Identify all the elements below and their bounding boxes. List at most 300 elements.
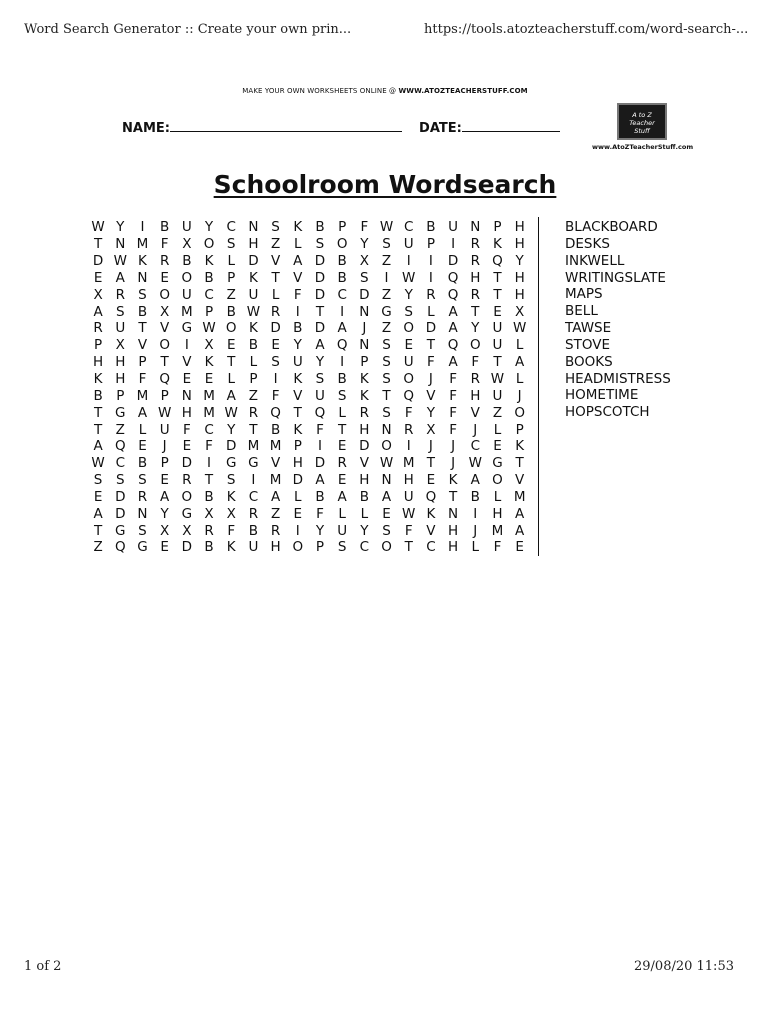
grid-letter: A: [315, 472, 325, 489]
grid-letter: B: [293, 320, 303, 337]
grid-letter: W: [379, 219, 394, 236]
grid-letter: C: [115, 455, 125, 472]
grid-letter: P: [338, 219, 347, 236]
grid-letter: A: [470, 472, 480, 489]
grid-letter: W: [402, 505, 416, 522]
grid-letter: V: [270, 253, 281, 270]
word-list-item: HOMETIME: [565, 387, 639, 404]
grid-letter: U: [492, 337, 503, 354]
grid-letter: O: [336, 236, 348, 253]
grid-letter: F: [427, 354, 435, 371]
page-number: 1 of 2: [24, 959, 62, 974]
word-list-item: BLACKBOARD: [565, 219, 658, 235]
grid-letter: A: [448, 320, 458, 337]
grid-letter: V: [470, 404, 480, 421]
grid-letter: Y: [227, 421, 236, 438]
grid-letter: N: [381, 472, 392, 489]
grid-row: [87, 387, 531, 404]
grid-letter: W: [224, 404, 238, 421]
grid-letter: S: [315, 236, 325, 253]
grid-letter: M: [269, 472, 282, 489]
grid-letter: I: [317, 438, 322, 455]
grid-letter: E: [515, 539, 524, 556]
grid-letter: R: [470, 371, 480, 388]
grid-letter: X: [204, 505, 214, 522]
grid-letter: F: [271, 387, 280, 404]
atoz-logo: [617, 103, 667, 140]
grid-letter: I: [473, 505, 478, 522]
grid-letter: O: [181, 269, 193, 286]
grid-letter: O: [159, 286, 170, 303]
grid-row: [87, 505, 531, 522]
grid-letter: O: [225, 320, 237, 337]
grid-letter: K: [359, 371, 369, 388]
grid-letter: D: [270, 320, 281, 337]
grid-letter: I: [295, 303, 300, 320]
grid-letter: K: [359, 387, 369, 404]
grid-letter: H: [470, 387, 481, 404]
grid-letter: Q: [447, 286, 459, 303]
grid-letter: D: [248, 253, 259, 270]
grid-letter: E: [204, 371, 214, 388]
grid-letter: Q: [403, 387, 415, 404]
grid-row: [87, 438, 531, 455]
grid-letter: L: [338, 505, 346, 522]
grid-letter: U: [492, 387, 503, 404]
grid-letter: Y: [515, 253, 524, 270]
logo-url: www.AtoZTeacherStuff.com: [592, 143, 694, 151]
grid-letter: V: [182, 354, 192, 371]
grid-letter: O: [181, 488, 193, 505]
grid-letter: O: [492, 472, 503, 489]
grid-letter: K: [426, 505, 436, 522]
grid-letter: G: [115, 404, 126, 421]
logo-line-2: Teacher: [629, 119, 655, 127]
grid-letter: U: [403, 354, 414, 371]
grid-letter: B: [204, 488, 214, 505]
word-list-item: STOVE: [565, 336, 610, 353]
grid-letter: T: [493, 286, 502, 303]
grid-letter: H: [514, 219, 525, 236]
grid-letter: C: [426, 539, 436, 556]
grid-letter: W: [113, 253, 127, 270]
grid-letter: H: [514, 269, 525, 286]
grid-letter: A: [226, 387, 236, 404]
grid-letter: E: [382, 505, 391, 522]
grid-letter: J: [428, 438, 433, 455]
grid-letter: C: [226, 219, 236, 236]
grid-letter: P: [360, 354, 369, 371]
grid-letter: K: [138, 253, 147, 270]
grid-letter: T: [338, 421, 347, 438]
grid-letter: T: [227, 354, 236, 371]
grid-letter: E: [404, 337, 413, 354]
grid-letter: C: [248, 488, 259, 505]
grid-letter: F: [227, 522, 236, 539]
grid-letter: H: [514, 236, 525, 253]
grid-letter: U: [403, 236, 414, 253]
grid-letter: E: [93, 488, 103, 505]
grid-letter: T: [249, 421, 258, 438]
grid-letter: D: [314, 253, 326, 270]
grid-letter: K: [226, 539, 236, 556]
grid-letter: S: [337, 539, 347, 556]
grid-letter: O: [159, 337, 170, 354]
grid-row: [87, 421, 531, 438]
date-label: DATE:: [419, 121, 462, 136]
grid-letter: A: [93, 505, 103, 522]
grid-letter: D: [314, 269, 326, 286]
grid-letter: R: [93, 320, 103, 337]
grid-letter: U: [292, 354, 303, 371]
grid-row: [87, 539, 531, 556]
grid-letter: V: [515, 472, 525, 489]
grid-letter: W: [512, 320, 527, 337]
grid-letter: R: [137, 488, 148, 505]
grid-row: [87, 320, 531, 337]
grid-letter: E: [160, 539, 169, 556]
grid-letter: A: [160, 488, 170, 505]
date-blank: [462, 119, 560, 132]
grid-letter: N: [181, 387, 192, 404]
grid-letter: E: [226, 337, 236, 354]
grid-letter: E: [493, 438, 502, 455]
grid-letter: D: [314, 455, 326, 472]
grid-letter: W: [91, 219, 105, 236]
grid-letter: Z: [248, 387, 259, 404]
grid-letter: M: [491, 522, 504, 539]
grid-letter: D: [292, 472, 303, 489]
grid-letter: T: [471, 303, 480, 320]
grid-letter: O: [403, 371, 415, 388]
grid-letter: Q: [114, 438, 126, 455]
grid-letter: X: [93, 286, 103, 303]
grid-letter: V: [137, 337, 148, 354]
grid-letter: R: [470, 253, 480, 270]
grid-letter: Z: [381, 320, 392, 337]
word-list-item: BOOKS: [565, 353, 613, 370]
grid-row: [87, 253, 531, 270]
grid-letter: X: [182, 522, 192, 539]
grid-letter: S: [382, 404, 391, 421]
grid-letter: H: [359, 472, 370, 489]
word-list-item: DESKS: [565, 235, 610, 252]
grid-letter: Q: [447, 269, 459, 286]
grid-letter: S: [382, 337, 391, 354]
grid-letter: F: [160, 236, 169, 253]
grid-letter: R: [270, 522, 281, 539]
grid-letter: E: [426, 472, 436, 489]
grid-letter: B: [315, 219, 325, 236]
grid-letter: W: [157, 404, 172, 421]
word-list-item: INKWELL: [565, 252, 625, 269]
grid-letter: R: [470, 286, 480, 303]
grid-letter: E: [337, 438, 347, 455]
grid-letter: S: [382, 236, 391, 253]
grid-letter: R: [404, 421, 414, 438]
grid-letter: O: [203, 236, 215, 253]
grid-letter: I: [428, 269, 433, 286]
grid-letter: H: [448, 522, 459, 539]
grid-letter: X: [359, 253, 369, 270]
grid-letter: Y: [426, 404, 436, 421]
grid-letter: C: [204, 286, 214, 303]
grid-letter: C: [470, 438, 480, 455]
grid-letter: F: [404, 404, 413, 421]
grid-letter: D: [115, 505, 126, 522]
word-list-item: BELL: [565, 303, 598, 320]
grid-letter: L: [294, 236, 302, 253]
grid-letter: G: [248, 455, 259, 472]
grid-letter: Y: [160, 505, 169, 522]
grid-letter: M: [513, 488, 526, 505]
grid-letter: Q: [447, 337, 459, 354]
grid-letter: Q: [314, 404, 326, 421]
grid-letter: E: [93, 269, 103, 286]
grid-letter: M: [136, 387, 149, 404]
grid-letter: D: [425, 320, 437, 337]
promo-site: WWW.ATOZTEACHERSTUFF.COM: [398, 87, 528, 95]
grid-row: [87, 337, 531, 354]
grid-letter: S: [382, 354, 391, 371]
grid-letter: N: [137, 269, 148, 286]
grid-letter: V: [270, 455, 281, 472]
grid-letter: K: [293, 219, 303, 236]
grid-letter: H: [470, 269, 481, 286]
grid-letter: F: [449, 421, 457, 438]
worksheet-title: Schoolroom Wordsearch: [213, 170, 557, 199]
grid-letter: B: [93, 387, 103, 404]
grid-letter: U: [337, 522, 348, 539]
grid-letter: T: [93, 404, 103, 421]
grid-letter: A: [515, 354, 525, 371]
grid-letter: P: [116, 387, 125, 404]
grid-letter: X: [204, 337, 214, 354]
grid-divider: [538, 217, 539, 556]
grid-letter: Y: [204, 219, 214, 236]
grid-row: [87, 286, 531, 303]
grid-letter: R: [115, 286, 125, 303]
grid-letter: T: [93, 522, 103, 539]
grid-letter: X: [515, 303, 525, 320]
grid-letter: G: [381, 303, 392, 320]
grid-letter: Q: [270, 404, 281, 421]
grid-letter: Y: [360, 522, 369, 539]
grid-letter: M: [247, 438, 260, 455]
grid-letter: U: [315, 387, 325, 404]
grid-letter: S: [271, 219, 280, 236]
grid-letter: L: [493, 421, 502, 438]
grid-row: [87, 354, 531, 371]
grid-letter: F: [293, 286, 302, 303]
grid-letter: T: [160, 354, 169, 371]
grid-row: [87, 270, 531, 287]
grid-letter: F: [493, 539, 502, 556]
grid-letter: F: [449, 404, 457, 421]
grid-letter: E: [182, 371, 192, 388]
grid-letter: A: [93, 303, 103, 320]
grid-letter: L: [227, 371, 235, 388]
grid-letter: H: [248, 236, 259, 253]
grid-letter: T: [493, 354, 502, 371]
grid-letter: R: [182, 472, 192, 489]
page-url-header: https://tools.atozteacherstuff.com/word-search-...: [424, 22, 749, 37]
grid-row: [87, 472, 531, 489]
grid-letter: J: [162, 438, 167, 455]
grid-letter: K: [493, 236, 502, 253]
grid-row: [87, 219, 531, 236]
grid-letter: E: [138, 438, 147, 455]
grid-letter: G: [115, 522, 126, 539]
grid-letter: G: [181, 320, 193, 337]
grid-letter: J: [362, 320, 367, 337]
grid-letter: P: [493, 219, 502, 236]
grid-letter: I: [184, 337, 189, 354]
grid-letter: J: [473, 421, 478, 438]
grid-letter: Q: [114, 539, 126, 556]
grid-letter: A: [381, 488, 392, 505]
grid-letter: P: [293, 438, 302, 455]
grid-letter: F: [360, 219, 369, 236]
grid-letter: N: [359, 337, 370, 354]
grid-letter: I: [406, 253, 411, 270]
grid-letter: H: [403, 472, 414, 489]
grid-letter: V: [359, 455, 369, 472]
grid-letter: X: [160, 522, 170, 539]
grid-letter: Q: [336, 337, 348, 354]
grid-row: [87, 236, 531, 253]
grid-letter: K: [248, 269, 258, 286]
grid-letter: K: [204, 354, 214, 371]
grid-letter: U: [181, 286, 192, 303]
grid-letter: I: [384, 269, 389, 286]
grid-letter: O: [381, 438, 392, 455]
grid-letter: B: [137, 455, 148, 472]
grid-letter: M: [269, 438, 282, 455]
grid-letter: D: [115, 488, 126, 505]
grid-letter: G: [137, 539, 148, 556]
grid-letter: B: [359, 488, 369, 505]
grid-letter: A: [93, 438, 103, 455]
grid-letter: L: [338, 404, 346, 421]
grid-letter: C: [404, 219, 414, 236]
grid-letter: S: [271, 354, 280, 371]
grid-letter: F: [205, 438, 213, 455]
grid-letter: B: [270, 421, 281, 438]
grid-letter: U: [448, 219, 459, 236]
grid-letter: U: [248, 539, 259, 556]
grid-letter: T: [382, 387, 391, 404]
grid-letter: T: [138, 320, 147, 337]
grid-letter: X: [426, 421, 436, 438]
grid-letter: Z: [93, 539, 103, 556]
grid-letter: B: [204, 269, 214, 286]
word-list-item: MAPS: [565, 286, 603, 303]
grid-letter: S: [382, 522, 391, 539]
grid-letter: D: [181, 539, 193, 556]
grid-letter: H: [292, 455, 303, 472]
grid-letter: N: [470, 219, 481, 236]
grid-letter: A: [515, 505, 525, 522]
grid-letter: X: [182, 236, 192, 253]
grid-letter: F: [182, 421, 191, 438]
grid-letter: P: [515, 421, 524, 438]
grid-letter: A: [448, 303, 458, 320]
grid-letter: D: [226, 438, 237, 455]
grid-letter: R: [159, 253, 170, 270]
grid-letter: Y: [315, 354, 325, 371]
grid-letter: I: [295, 522, 300, 539]
grid-letter: J: [517, 387, 522, 404]
grid-letter: A: [293, 253, 303, 270]
page-title-header: Word Search Generator :: Create your own prin...: [24, 22, 352, 37]
print-datetime: 29/08/20 11:53: [634, 959, 734, 974]
grid-letter: Y: [404, 286, 413, 303]
grid-letter: F: [138, 371, 147, 388]
grid-letter: E: [271, 337, 280, 354]
grid-letter: J: [451, 455, 456, 472]
grid-letter: S: [360, 269, 369, 286]
grid-letter: O: [403, 320, 415, 337]
grid-letter: U: [115, 320, 126, 337]
grid-letter: J: [451, 438, 456, 455]
grid-letter: Q: [159, 371, 170, 388]
logo-line-1: A to Z: [632, 111, 652, 119]
grid-letter: M: [402, 455, 415, 472]
grid-letter: B: [226, 303, 236, 320]
grid-letter: Z: [381, 253, 392, 270]
word-list-item: TAWSE: [565, 320, 612, 337]
grid-letter: I: [340, 303, 345, 320]
grid-letter: L: [227, 253, 235, 270]
grid-letter: N: [137, 505, 148, 522]
grid-letter: F: [449, 387, 457, 404]
grid-letter: V: [293, 387, 303, 404]
grid-letter: F: [316, 505, 324, 522]
grid-letter: R: [248, 505, 259, 522]
grid-letter: E: [160, 269, 169, 286]
grid-letter: S: [315, 371, 325, 388]
grid-letter: B: [337, 269, 347, 286]
grid-letter: L: [138, 421, 147, 438]
grid-letter: E: [160, 472, 169, 489]
grid-letter: H: [270, 539, 281, 556]
grid-letter: J: [428, 371, 433, 388]
grid-letter: L: [360, 505, 369, 522]
grid-row: [87, 455, 531, 472]
grid-letter: A: [515, 522, 525, 539]
grid-letter: N: [448, 505, 459, 522]
grid-letter: D: [314, 286, 326, 303]
grid-letter: N: [248, 219, 259, 236]
grid-letter: G: [181, 505, 193, 522]
grid-letter: A: [337, 320, 347, 337]
grid-letter: F: [471, 354, 480, 371]
grid-letter: V: [426, 522, 436, 539]
grid-letter: I: [428, 253, 433, 270]
grid-letter: D: [359, 438, 370, 455]
grid-letter: S: [115, 472, 125, 489]
grid-letter: S: [226, 236, 236, 253]
grid-letter: C: [337, 286, 347, 303]
grid-letter: L: [294, 488, 302, 505]
promo-prefix: MAKE YOUR OWN WORKSHEETS ONLINE @: [242, 87, 397, 95]
grid-letter: F: [449, 371, 457, 388]
grid-letter: I: [406, 438, 411, 455]
grid-letter: Y: [471, 320, 480, 337]
grid-letter: S: [115, 303, 125, 320]
grid-letter: D: [314, 320, 326, 337]
